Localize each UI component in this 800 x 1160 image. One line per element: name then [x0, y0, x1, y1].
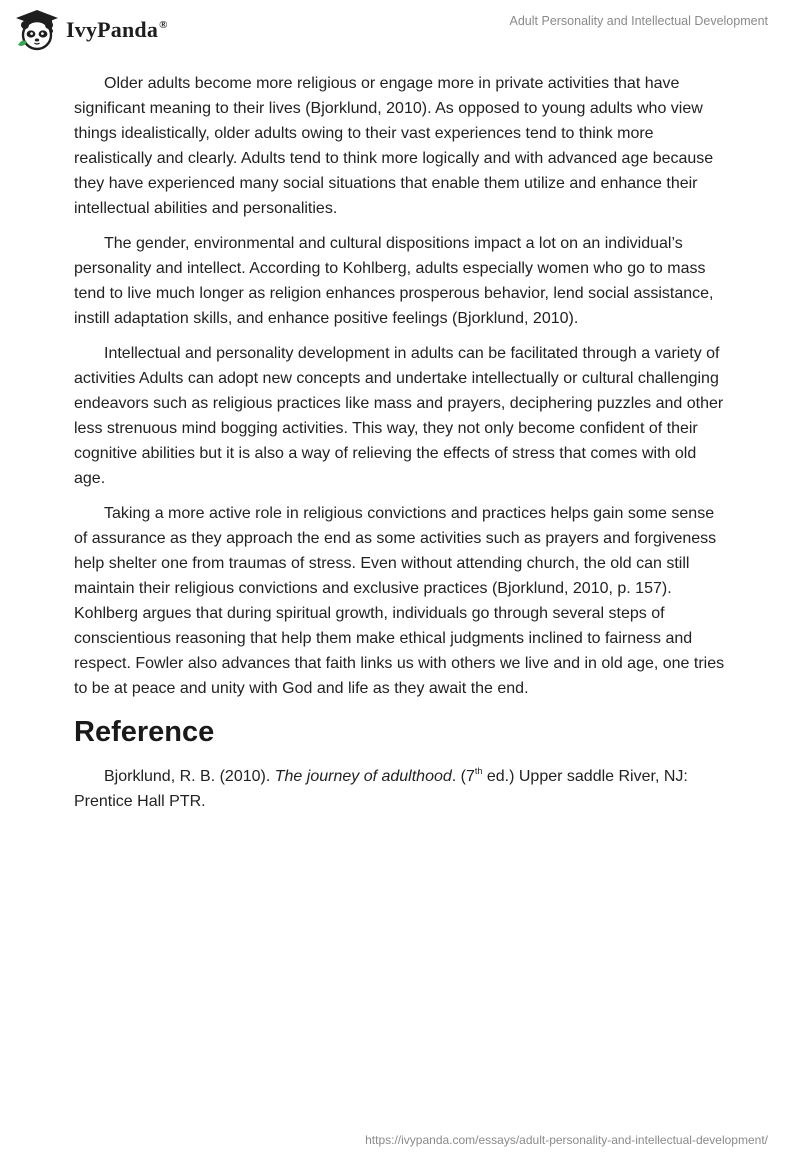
body-paragraph: Intellectual and personality development in adults can be facilitated through a variety of activities Adults can adopt new concepts and undertake intellectually or cultural challenging endeavors such as religious practices like mass and prayers, deciphering puzzles and other less strenuous mind bogging activities. This way, they not only become confident of their cognitive abilities but it is also a way of relieving the effects of stress that comes with old age. [74, 345, 724, 487]
reference-edition: . (7 [451, 768, 475, 785]
document-title: Adult Personality and Intellectual Development [509, 14, 768, 28]
brand-name: IvyPanda® [66, 17, 168, 42]
source-url[interactable]: https://ivypanda.com/essays/adult-personality-and-intellectual-development/ [365, 1133, 768, 1147]
reference-authors: Bjorklund, R. B. (2010). [104, 768, 275, 785]
reference-publisher: ed.) Upper saddle River, NJ: Prentice Hall PTR. [74, 768, 688, 810]
reference-edition-suffix: th [474, 766, 483, 776]
reference-book-title: The journey of adulthood [274, 768, 452, 785]
essay-content [74, 71, 730, 814]
panda-graduate-icon [14, 8, 60, 52]
body-paragraph: Older adults become more religious or engage more in private activities that have significant meaning to their lives (Bjorklund, 2010). As opposed to young adults who view things idealistically, older adults owing to their vast experiences tend to think more realistically and clearly. Adults tend to think more logically and with advanced age because they have experienced many social situations that enable them utilize and enhance their intellectual abilities and personalities. [74, 75, 714, 217]
reference-entry [74, 764, 730, 814]
brand-logo[interactable] [14, 8, 168, 52]
reference-heading: Reference [74, 716, 215, 748]
body-paragraph: The gender, environmental and cultural dispositions impact a lot on an individual’s personality and intellect. According to Kohlberg, adults especially women who go to mass tend to live much longer as religion enhances prosperous behavior, lend social assistance, instill adaptation skills, and enhance positive feelings (Bjorklund, 2010). [74, 235, 714, 327]
body-paragraph: Taking a more active role in religious convictions and practices helps gain some sense of assurance as they approach the end as some activities such as prayers and forgiveness help shelter one from traumas of stress. Even without attending church, the old can still maintain their religious convictions and exclusive practices (Bjorklund, 2010, p. 157). Kohlberg argues that during spiritual growth, individuals go through several steps of conscientious reasoning that help them make ethical judgments inclined to fairness and respect. Fowler also advances that faith links us with others we live and in old age, one tries to be at peace and unity with God and life as they await the end. [74, 505, 725, 697]
